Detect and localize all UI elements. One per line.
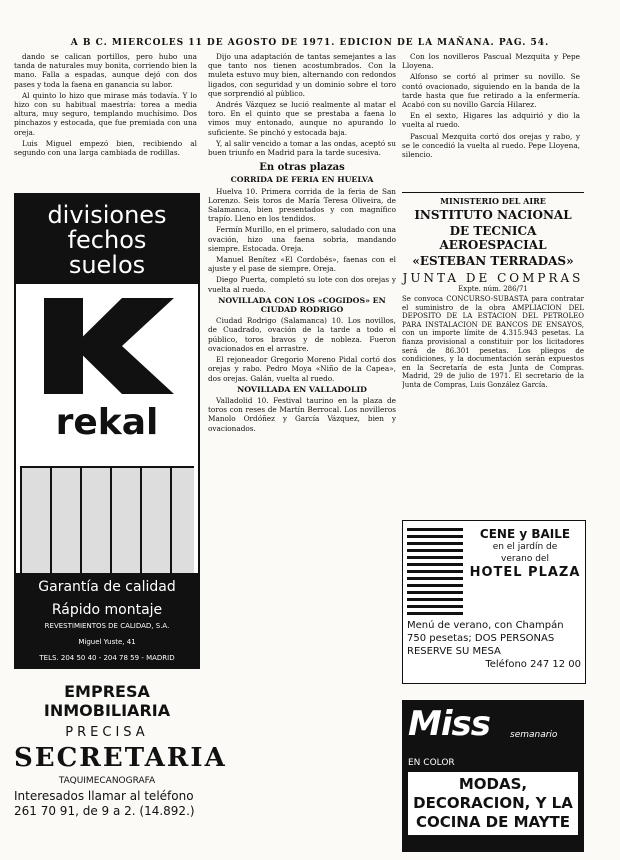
- company-name: REVESTIMIENTOS DE CALIDAD, S.A.: [44, 622, 170, 630]
- paragraph: Dijo una adaptación de tantas semejantes a las que tanto nos tienen acostumbrados. Con la muleta estuvo muy bien, alternando con redondos ligados, con seguridad y un dominio sobre el toro que sorprendió al público.: [208, 52, 396, 98]
- ad-line: 750 pesetas; DOS PERSONAS: [407, 633, 555, 644]
- notice-body: Se convoca CONCURSO-SUBASTA para contratar el suministro de la obra AMPLIACION DEL DEPOSITO DE LA ESTACION DEL PETROLEO PARA INSTALACION DE BANCOS DE ENSAYOS, con un importe límite de 4.315.943 pesetas. La fianza provisional a constituir por los licitadores será de 86.301 pesetas. Los pliegos de condiciones, y la documentación serán expuestos en la Secretaría de esta Junta de Compras. Madrid, 29 de julio de 1971. El secretario de la Junta de Compras, Luis González García.: [402, 295, 584, 389]
- miss-logo: Miss: [408, 704, 490, 744]
- miss-advertisement: [402, 700, 584, 852]
- ad-line: TAQUIMECANOGRAFA: [58, 776, 156, 786]
- paragraph: Huelva 10. Primera corrida de la feria de San Lorenzo. Seis toros de María Teresa Oliveira, de Salamanca, bien presentados y con magnífico trapío. Lleno en los tendidos.: [208, 186, 396, 224]
- column-2-text: [208, 52, 396, 858]
- paragraph: Ciudad Rodrigo (Salamanca) 10. Los novillos, de Cuadrado, ovación de la tarde a todo el público, toros bravos y de nobleza. Fueron ovacionados en el arrastre.: [208, 316, 396, 353]
- paragraph: Valladolid 10. Festival taurino en la plaza de toros con reses de Martín Berrocal. Los novilleros Manolo Ordóñez y García Vázquez, bien y ovacionados.: [208, 395, 396, 433]
- paragraph: Diego Puerta, completó su lote con dos orejas y vuelta al ruedo.: [208, 275, 396, 294]
- ad-line: en el jardín de: [492, 542, 558, 552]
- ad-line: HOTEL PLAZA: [469, 565, 581, 580]
- ad-line: PRECISA: [65, 725, 149, 740]
- rekal-logo: [34, 292, 180, 458]
- column-1-text: [14, 52, 197, 186]
- paragraph: dando se calican portillos, pero hubo una tanda de naturales muy bonita, corriendo bien la mano. Falla a espadas, aunque dejó con dos pases y toda la faena en ganancia su labor.: [14, 52, 197, 89]
- headline-line: suelos: [68, 251, 146, 279]
- institute-line: «ESTEBAN TERRADAS»: [412, 254, 574, 268]
- subheading: NOVILLADA EN VALLADOLID: [237, 384, 367, 394]
- headline-line: fechos: [67, 226, 147, 254]
- paragraph: Fermín Murillo, en el primero, saludado con una ovación, hizo una faena sobria, mandando siempre. Estocada. Oreja.: [208, 225, 396, 253]
- brand-name: rekal: [55, 402, 159, 443]
- paragraph: Manuel Benítez «El Cordobés», faenas con el ajuste y el pase de siempre. Oreja.: [208, 255, 396, 274]
- subheading: CORRIDA DE FERIA EN HUELVA: [230, 175, 374, 185]
- board-name: JUNTA DE COMPRAS: [402, 271, 584, 285]
- tagline-1: Garantía de calidad: [38, 579, 176, 595]
- ad-line: CENE y BAILE: [479, 527, 571, 541]
- ad-line: verano del: [501, 554, 549, 564]
- cene-title: [467, 527, 583, 580]
- miss-subtitle: semanario: [510, 730, 558, 740]
- paragraph: Andrés Vázquez se lució realmente al matar el toro. En el quinto que se prestaba a faena lo vimos muy entonado, aunque no apurando lo suficiente. Se pinchó y estocada baja.: [208, 100, 396, 137]
- paragraph: Y, al salir vencido a tomar a las ondas, aceptó su buen triunfo en Madrid para la tarde sucesiva.: [208, 138, 396, 158]
- headline-line: divisiones: [47, 201, 167, 229]
- paragraph: Pascual Mezquita cortó dos orejas y rabo, y se le concedió la vuelta al ruedo. Pepe Lloyena, silencio.: [402, 131, 580, 160]
- ministry-name: MINISTERIO DEL AIRE: [402, 192, 584, 206]
- institute-line: DE TECNICA AEROESPACIAL: [439, 224, 547, 252]
- cene-menu: [407, 619, 581, 671]
- miss-color: EN COLOR: [408, 758, 455, 768]
- k-logo-icon: [44, 298, 174, 394]
- institute-line: INSTITUTO NACIONAL: [414, 208, 572, 222]
- company-address: Miguel Yuste, 41: [78, 638, 136, 646]
- hotel-plaza-advertisement: [402, 520, 586, 684]
- ad-line: EMPRESA INMOBILIARIA: [43, 682, 171, 720]
- paragraph: El rejoneador Gregorio Moreno Pidal cortó dos orejas y rabo. Pedro Moya «Niño de la Capea», dos orejas. Galán, vuelta al ruedo.: [208, 355, 396, 383]
- ministerio-notice: [402, 192, 584, 541]
- paragraph: En el sexto, Higares las adquirió y dio la vuelta al ruedo.: [402, 111, 580, 130]
- expediente: Expte. núm. 286/71: [458, 285, 528, 293]
- paragraph: Luis Miguel empezó bien, recibiendo al segundo con una larga cambiada de rodillas.: [14, 138, 197, 158]
- building-icon: [407, 527, 463, 615]
- section-title: En otras plazas: [259, 162, 345, 174]
- page-header: A B C. MIERCOLES 11 DE AGOSTO DE 1971. EDICION DE LA MAÑANA. PAG. 54.: [70, 38, 550, 48]
- rekal-headline: [16, 195, 198, 284]
- ad-line: Menú de verano, con Champán: [407, 620, 564, 631]
- company-phones: TELS. 204 50 40 - 204 78 59 - MADRID: [39, 654, 175, 662]
- rekal-footer: [16, 573, 198, 667]
- ad-line: RESERVE SU MESA: [407, 646, 501, 657]
- rekal-advertisement: [14, 193, 200, 669]
- paragraph: Con los novilleros Pascual Mezquita y Pepe Lloyena.: [402, 52, 580, 71]
- subheading: NOVILLADA CON LOS «COGIDOS» EN CIUDAD RODRIGO: [218, 295, 386, 315]
- ad-line: SECRETARIA: [14, 743, 227, 773]
- miss-tagline: MODAS, DECORACION, Y LA COCINA DE MAYTE: [408, 772, 578, 835]
- paragraph: Al quinto lo hizo que mirase más todavía. Y lo hizo con su habitual maestría: torea a media altura, muy seguro, templando muchísimo. Dos pinchazos y estocada, que fue premiada con una oreja.: [14, 90, 197, 137]
- ad-line: Interesados llamar al teléfono 261 70 91, de 9 a 2. (14.892.): [14, 789, 195, 818]
- tagline-2: Rápido montaje: [51, 602, 163, 618]
- ad-line: Teléfono 247 12 00: [485, 659, 581, 670]
- paragraph: Alfonso se cortó al primer su novillo. Se contó ovacionado, siguiendo en la banda de la tarde hasta que fue retirado a la enfermería. Acabó con su novillo García Hilarez.: [402, 72, 580, 110]
- empresa-advertisement: [14, 682, 227, 819]
